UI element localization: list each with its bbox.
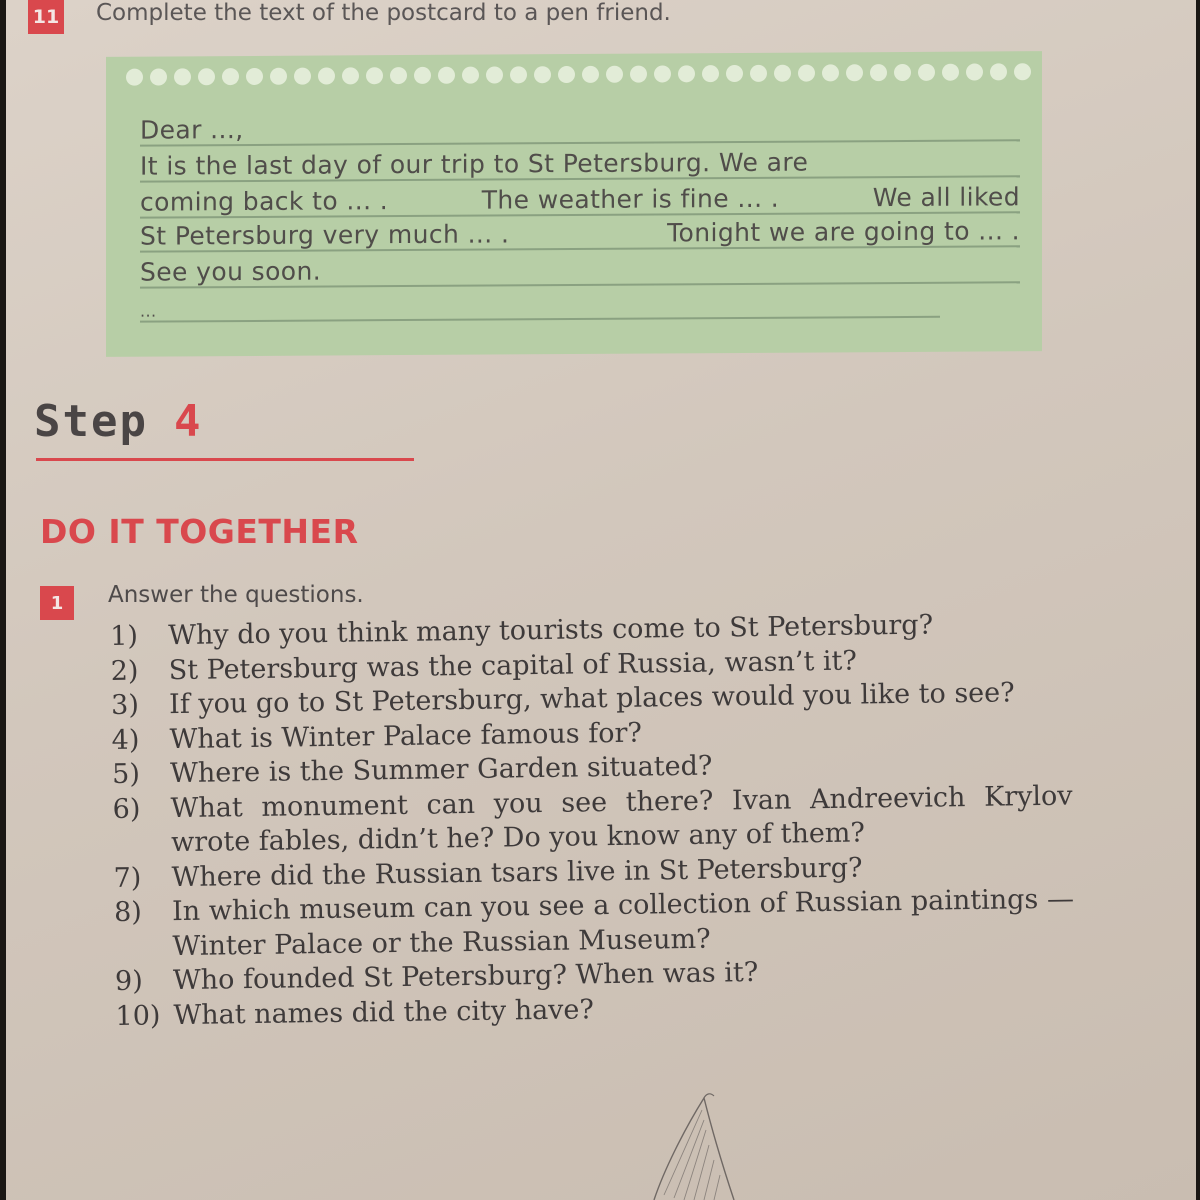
exercise-11-number: 11 [28, 0, 64, 34]
postcard-text: ... [140, 301, 157, 321]
question-number: 9) [114, 965, 143, 997]
postcard-text: The weather is fine ... . [481, 183, 780, 215]
question-text: What names did the city have? [173, 993, 595, 1031]
postcard-text: We all liked [872, 182, 1020, 213]
postcard [106, 51, 1042, 357]
question-number: 6) [112, 793, 141, 825]
question-number: 7) [113, 862, 142, 894]
question-number: 10) [115, 999, 161, 1032]
step-heading [34, 396, 202, 447]
postcard-text: See you soon. [140, 256, 322, 287]
postcard-text: coming back to ... . [140, 186, 389, 217]
question-text: If you go to St Petersburg, what places would you like to see? [168, 677, 1015, 721]
postcard-text: Dear ..., [140, 115, 244, 145]
question-number: 3) [110, 689, 140, 721]
step-label: Step [34, 396, 148, 447]
question-number: 8) [113, 896, 143, 928]
question-number: 5) [111, 758, 141, 790]
question-text: Where is the Summer Garden situated? [169, 750, 713, 790]
question-number: 4) [111, 724, 140, 756]
section-title: DO IT TOGETHER [40, 512, 359, 551]
postcard-text: St Petersburg very much ... . [140, 219, 510, 251]
question-text: What monument can you see there? Ivan Andreevich Krylov wrote fables, didn’t he? Do you know any of them? [170, 780, 1073, 859]
question-text: Where did the Russian tsars live in St Petersburg? [171, 852, 863, 893]
postcard-text: It is the last day of our trip to St Petersburg. We are [140, 147, 809, 181]
question-list [110, 607, 1076, 1034]
exercise-1-instruction: Answer the questions. [108, 582, 364, 608]
exercise-1-number: 1 [40, 586, 74, 620]
pencil-sketch-decoration [634, 1090, 774, 1200]
question-text: Why do you think many tourists come to St Petersburg? [168, 609, 934, 652]
question-text: St Petersburg was the capital of Russia, wasn’t it? [168, 645, 858, 686]
exercise-11-instruction: Complete the text of the postcard to a pen friend. [96, 0, 671, 26]
question-text: Who founded St Petersburg? When was it? [172, 956, 759, 997]
question-text: What is Winter Palace famous for? [169, 717, 643, 755]
textbook-page [6, 0, 1196, 1200]
postcard-text: Tonight we are going to ... . [667, 216, 1020, 248]
postcard-line [140, 280, 940, 323]
question-number: 2) [110, 655, 139, 687]
question-number: 1) [110, 620, 139, 652]
postcard-dot-border [126, 63, 1031, 86]
step-number: 4 [173, 396, 203, 447]
question-text: In which museum can you see a collection of Russian paintings — Winter Palace or the Russian Museum? [171, 883, 1075, 962]
step-underline [36, 458, 414, 461]
